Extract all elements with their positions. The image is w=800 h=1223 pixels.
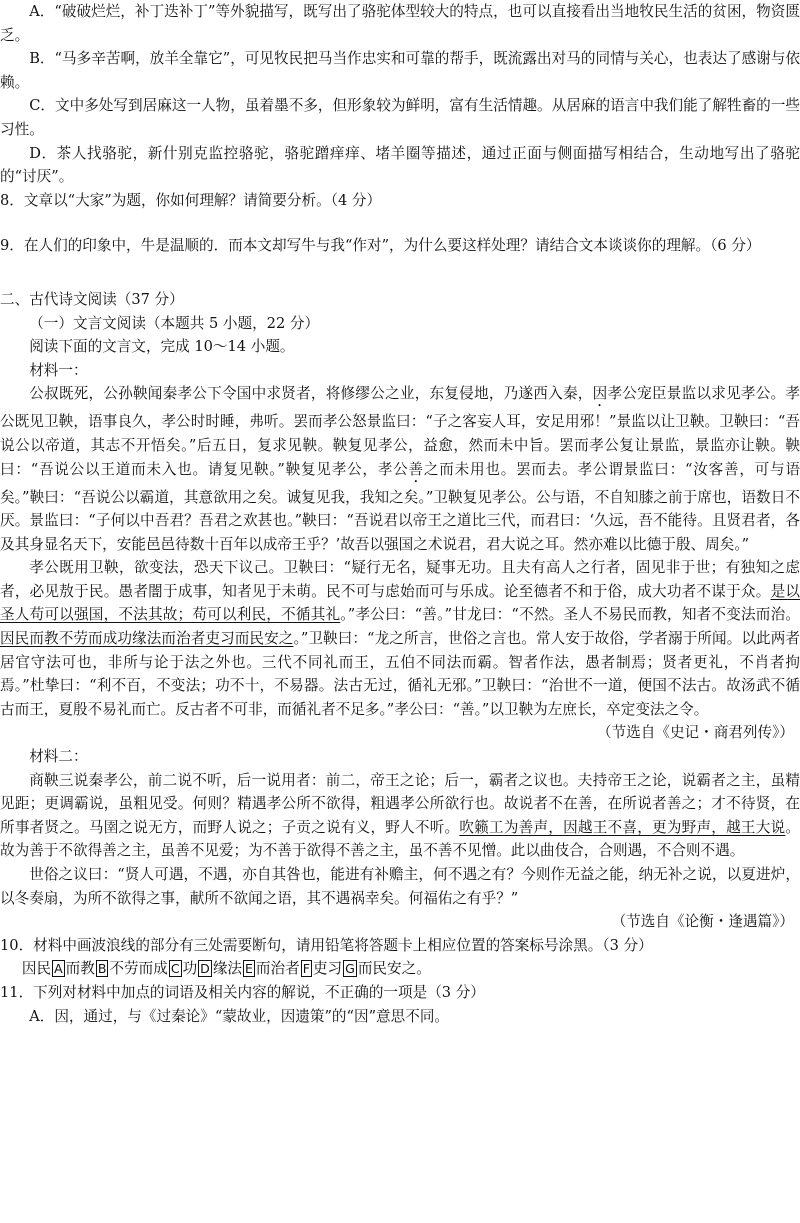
option-box-b[interactable]: B	[97, 961, 107, 977]
wavy-line-sentence: 因民而教不劳而成功缘法而治者吏习而民安之	[0, 630, 294, 648]
underlined-sentence-2: 吹籁工为善声，因越王不喜，更为野声，越王大说	[459, 818, 786, 836]
question-10: 10．材料中画波浪线的部分有三处需要断句，请用铅笔将答题卡上相应位置的答案标号涂黑。（3 分）	[0, 936, 653, 954]
source-citation-2: （节选自《论衡・逢遇篇》）	[611, 913, 794, 931]
seq-text: 缘法	[212, 960, 243, 978]
material-2-paragraph-2: 世俗之议曰：“贤人可遇，不遇，亦自其咎也，能进有补赡主，何不遇之有？今则作无益之能，纳无补之说，以夏进炉，以冬奏扇，为所不欲得之事，献所不欲闻之语，其不遇祸幸矣。何福佑之有乎？”	[0, 866, 800, 907]
text-segment: 。”孝公曰：“善。”甘龙曰：“不然。圣人不易民而教，知者不变法而治。	[340, 606, 800, 624]
material-2-label: 材料二：	[29, 748, 88, 766]
underlined-sentence: 是以圣人苟可以强国，不法其故；苟可以利民，不循其礼	[0, 582, 800, 624]
option-7a: A．“破破烂烂，补丁迭补丁”等外貌描写，既写出了骆驼体型较大的特点，也可以直接看出当地牧民生活的贫困，物资匮乏。	[0, 3, 800, 44]
seq-text: 而民安之。	[357, 960, 431, 978]
dotted-word-shan: 善	[408, 460, 424, 478]
material-1-label: 材料一：	[29, 361, 88, 379]
option-7b: B．“马多辛苦啊，放羊全靠它”，可见牧民把马当作忠实和可靠的帮手，既流露出对马的同情与关心，也表达了感谢与依赖。	[0, 50, 800, 91]
text-segment: 商鞅三说秦孝公，前二说不听，后一说用者：前二，帝王之论；后一，霸者之议也。夫持帝王之论，说霸者之主，虽精见距；更调霸说，虽粗见受。何则？精遇孝公所不欲得，粗遇孝公所欲行也。故说者不在善，在所说者善之；才不待贤，在所事者贤之。马圉之说无方，而野人说之；子贡之说有义，野人不听。	[0, 771, 800, 836]
seq-text: 不劳而成	[109, 960, 168, 978]
option-box-a[interactable]: A	[54, 961, 63, 977]
material-2-paragraph-1	[0, 769, 800, 863]
seq-text: 吏习	[312, 960, 343, 978]
text-segment: 公叔既死，公孙鞅闻秦孝公下令国中求贤者，将修缪公之业，东复侵地，乃遂西入秦，	[29, 385, 593, 403]
reading-instruction: 阅读下面的文言文，完成 10～14 小题。	[29, 338, 295, 356]
seq-text: 功	[182, 960, 198, 978]
answer-space-9[interactable]	[0, 258, 800, 288]
text-segment: 。”卫鞅曰：“龙之所言，世俗之言也。常人安于故俗，学者溺于所闻。以此两者居官守法可也，非所与论于法之外也。三代不同礼而王，五伯不同法而霸。智者作法，愚者制焉；贤者更礼，不肖者拘焉。”杜挚曰：“利不百，不变法；功不十，不易器。法古无过，循礼无邪。”卫鞅曰：“治世不一道，便国不法古。故汤武不循古而王，夏殷不易礼而亡。反古者不可非，而循礼者不足多。”孝公曰：“善。”以卫鞅为左庶长，卒定变法之令。	[0, 630, 800, 718]
material-1-paragraph-1	[0, 382, 800, 556]
answer-space-8[interactable]	[0, 212, 800, 234]
option-7d: D．茶人找骆驼，新什别克监控骆驼，骆驼蹭痒痒、堵羊圈等描述，通过正面与侧面描写相结合，生动地写出了骆驼的“讨厌”。	[0, 144, 800, 186]
material-1-paragraph-2	[0, 556, 800, 721]
question-11: 11．下列对材料中加点的词语及相关内容的解说，不正确的一项是（3 分）	[0, 983, 485, 1001]
question-9: 9．在人们的印象中，牛是温顺的．而本文却写牛与我“作对”，为什么要这样处理？请结合文本谈谈你的理解。（6 分）	[0, 237, 761, 255]
text-segment: 之而未用也。罢而去。孝公谓景监曰：“汝客善，可与语矣。”鞅曰：“吾说公以霸道，其意欲用之矣。诚复见我，我知之矣。”卫鞅复见孝公。公与语，不自知膝之前于席也，语数日不厌。景监曰：“子何以中吾君？吾君之欢甚也。”鞅曰：“吾说君以帝王之道比三代，而君曰：‘久远，吾不能待。且贤君者，各及其身显名天下，安能邑邑待数十百年以成帝王乎？’故吾以强国之术说君，君大说之耳。然亦难以比德于殷、周矣。”	[0, 460, 800, 553]
option-box-e[interactable]: E	[245, 961, 253, 977]
question-8: 8．文章以“大家”为题，你如何理解？请简要分析。（4 分）	[0, 191, 382, 209]
seq-text: 而教	[65, 960, 95, 978]
text-segment: 孝公宠臣景监以求见孝公。孝公既见卫鞅，语事良久，孝公时时睡，弗听。罢而孝公怒景监曰：“子之客妄人耳，安足用邪！”景监以让卫鞅。卫鞅曰：“吾说公以帝道，其志不开悟矣。”后五日，复求见鞅。鞅复见孝公，益愈，然而未中旨。罢而孝公复让景监，景监亦让鞅。鞅曰：“吾说公以王道而未入也。请复见鞅。”鞅复见孝公，孝公	[0, 385, 800, 478]
subsection-title: （一）文言文阅读（本题共 5 小题，22 分）	[29, 314, 320, 332]
option-11a: A．因，通过，与《过秦论》“蒙故业，因遗策”的“因”意思不同。	[29, 1007, 450, 1025]
text-segment: 。故为善于不欲得善之主，虽善不见爱；为不善于欲得不善之主，虽不善不见憎。此以曲伎合，合则遇，不合则不遇。	[0, 818, 800, 860]
dotted-word-yin: 因	[592, 385, 608, 403]
option-box-f[interactable]: F	[302, 961, 310, 977]
seq-text: 因民	[21, 960, 52, 978]
seq-text: 而治者	[255, 960, 300, 978]
question-10-sequence	[0, 957, 800, 981]
option-7c: C．文中多处写到居麻这一人物，虽着墨不多，但形象较为鲜明，富有生活情趣。从居麻的语言中我们能了解牲畜的一些习性。	[0, 97, 800, 138]
text-segment: 孝公既用卫鞅，欲变法，恐天下议己。卫鞅曰：“疑行无名，疑事无功。且夫有高人之行者，固见非于世；有独知之虑者，必见敖于民。愚者闇于成事，知者见于未萌。民不可与虑始而可与乐成。论至德者不和于俗，成大功者不谋于众。	[0, 559, 800, 600]
option-box-g[interactable]: G	[345, 961, 355, 977]
option-box-c[interactable]: C	[170, 961, 180, 977]
section-title: 二、古代诗文阅读（37 分）	[0, 290, 184, 308]
source-citation-1: （节选自《史记・商君列传》）	[596, 724, 794, 742]
option-box-d[interactable]: D	[200, 961, 210, 977]
